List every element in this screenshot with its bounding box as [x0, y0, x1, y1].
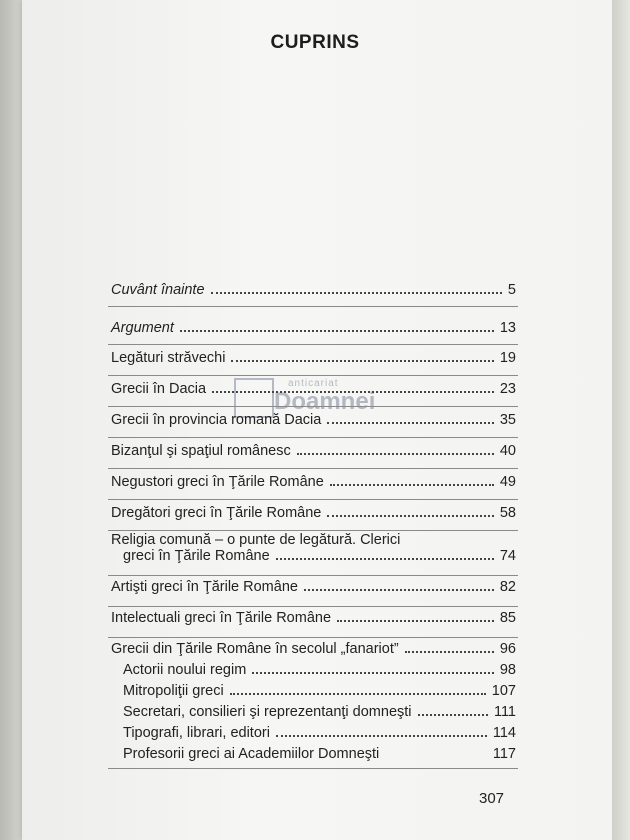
toc-entry-page: 58: [499, 505, 516, 521]
leader-dots: [297, 449, 494, 455]
toc-rule: [108, 406, 518, 407]
toc-entry-page: 111: [493, 704, 516, 720]
leader-dots: [327, 511, 494, 517]
toc-rule: [108, 606, 518, 607]
toc-entry-page: 13: [499, 320, 516, 336]
leader-dots: [211, 288, 502, 294]
toc-entry-line2: [111, 548, 516, 564]
toc-entry-page: 85: [499, 610, 516, 626]
toc-entry: [111, 641, 516, 657]
leader-dots: [276, 554, 494, 560]
toc-entry: [111, 412, 516, 428]
toc-entry-page: 49: [499, 474, 516, 490]
page-gutter-shadow: [0, 0, 22, 840]
toc-entry: [111, 266, 516, 298]
toc-rule: [108, 575, 518, 576]
toc-entry-page: 19: [499, 350, 516, 366]
toc-subentry: [123, 662, 516, 678]
toc-rule: [108, 306, 518, 307]
leader-dots: [405, 647, 494, 653]
toc-entry-label: Cuvânt înainte: [111, 282, 205, 298]
toc-entry-label: Intelectuali greci în Ţările Române: [111, 610, 332, 626]
watermark-top-text: anticariat: [288, 378, 339, 389]
toc-entry-label: Grecii în Dacia: [111, 381, 207, 397]
toc-entry-label: Dregători greci în Ţările Române: [111, 505, 322, 521]
toc-entry-label: Bizanţul şi spaţiul românesc: [111, 443, 291, 459]
toc-entry-label: Artişti greci în Ţările Române: [111, 579, 298, 595]
toc-entry: [111, 532, 516, 564]
toc-entry-label: Secretari, consilieri şi reprezentanţi domneşti: [123, 704, 412, 720]
toc-entry-label: Profesorii greci ai Academiilor Domneşti: [123, 746, 380, 762]
leader-dots: [252, 668, 494, 674]
toc-entry: [111, 579, 516, 595]
leader-dots: [180, 326, 494, 332]
toc-entry-label: Mitropoliţii greci: [123, 683, 224, 699]
leader-dots: [212, 387, 494, 393]
toc-entry-page: 23: [499, 381, 516, 397]
toc-rule: [108, 468, 518, 469]
toc-subentry: [123, 725, 516, 741]
toc-entry-label: Actorii noului regim: [123, 662, 247, 678]
toc-entry: [111, 308, 516, 336]
toc-entry-page: 40: [499, 443, 516, 459]
toc-rule: [108, 437, 518, 438]
leader-dots: [327, 418, 494, 424]
leader-dots: [276, 731, 487, 737]
toc-entry: [111, 350, 516, 366]
toc-subentry: [123, 704, 516, 720]
toc-entry-label: Negustori greci în Ţările Române: [111, 474, 324, 490]
toc-entry-page: 98: [499, 662, 516, 678]
toc-entry-page: 5: [507, 282, 516, 298]
toc-entry-page: 114: [492, 725, 516, 741]
toc-entry-label: Tipografi, librari, editori: [123, 725, 270, 741]
page-title: CUPRINS: [270, 32, 360, 53]
toc-entry-page: 96: [499, 641, 516, 657]
toc-entry: [111, 474, 516, 490]
leader-dots: [330, 480, 494, 486]
leader-dots: [418, 710, 488, 716]
toc-entry-page: 35: [499, 412, 516, 428]
toc-entry-page: 74: [499, 548, 516, 564]
toc-subentry: [123, 683, 516, 699]
toc-entry: [111, 381, 516, 397]
toc-entry-page: 117: [492, 746, 516, 762]
toc-entry-label-line2: greci în Ţările Române: [123, 548, 270, 564]
leader-dots: [304, 585, 494, 591]
toc-entry: [111, 505, 516, 521]
page-number: 307: [479, 790, 505, 807]
leader-dots: [230, 689, 486, 695]
toc-entry-label-line1: Religia comună – o punte de legătură. Clerici: [111, 532, 401, 548]
toc-subentry: [123, 746, 516, 762]
toc-entry-page: 107: [491, 683, 516, 699]
leader-dots: [231, 356, 493, 362]
toc-entry-label: Legături străvechi: [111, 350, 226, 366]
watermark-main-text: Doamnei: [274, 388, 376, 415]
toc-rule: [108, 768, 518, 769]
toc-entry: [111, 443, 516, 459]
leader-dots: [337, 616, 494, 622]
toc-entry-label: Grecii în provincia romană Dacia: [111, 412, 322, 428]
toc-entry-label: Grecii din Ţările Române în secolul „fanariot”: [111, 641, 399, 657]
page-edge-shadow: [612, 0, 630, 840]
toc-rule: [108, 344, 518, 345]
toc-rule: [108, 530, 518, 531]
toc-entry-page: 82: [499, 579, 516, 595]
toc-rule: [108, 637, 518, 638]
toc-rule: [108, 499, 518, 500]
toc-entry-label: Argument: [111, 320, 174, 336]
toc-rule: [108, 375, 518, 376]
toc-entry: [111, 610, 516, 626]
